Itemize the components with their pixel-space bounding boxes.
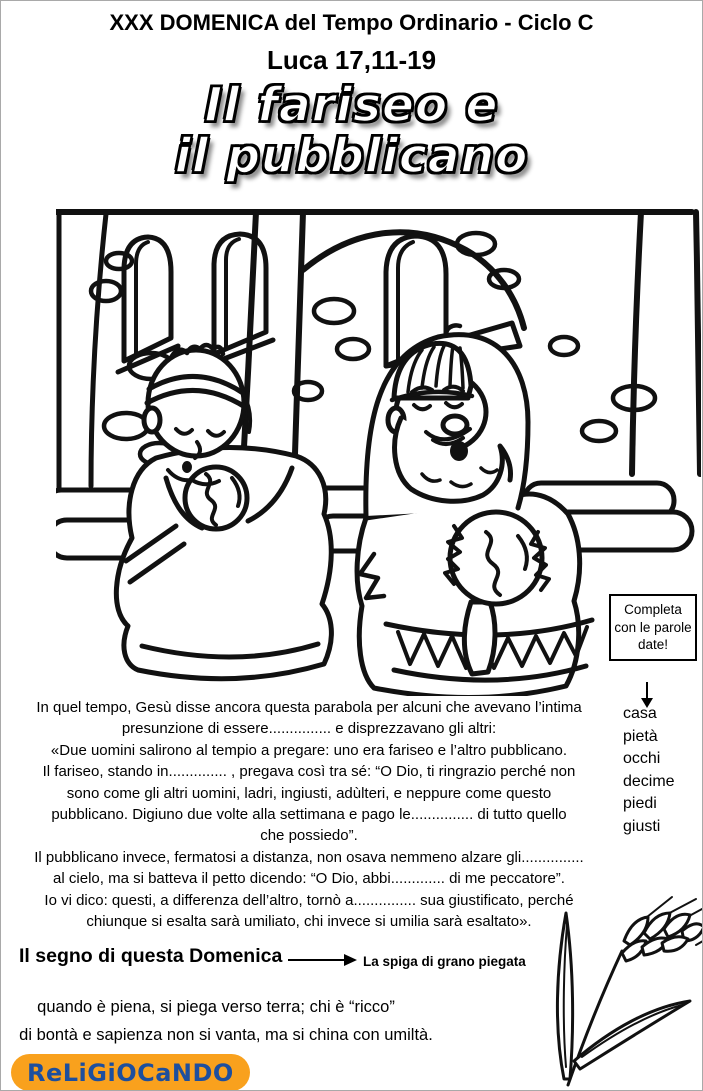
gospel-passage <box>7 697 611 932</box>
passage-line: pubblicano. Digiuno due volte alla settimana e pago le............... di tutto quello <box>51 806 567 824</box>
wordart-title-line1: Il fariseo e <box>204 78 499 133</box>
passage-line: In quel tempo, Gesù disse ancora questa parabola per alcuni che avevano l’intima <box>36 699 582 716</box>
passage-line: Il fariseo, stando in.............. , pregava così tra sé: “O Dio, ti ringrazio perché non <box>42 763 576 781</box>
word-item: pietà <box>623 727 658 745</box>
passage-line: chiunque si esalta sarà umiliato, chi invece si umilia sarà esaltato». <box>86 913 532 931</box>
word-item: casa <box>623 705 657 722</box>
logo-text: ReLiGiOCaNDO <box>27 1058 234 1087</box>
word-list <box>623 703 675 838</box>
word-item: piedi <box>623 795 657 812</box>
temple-scene-illustration <box>56 206 701 696</box>
sign-caption-line2: di bontà e sapienza non si vanta, ma si china con umiltà. <box>19 1026 433 1044</box>
passage-line: sono come gli altri uomini, ladri, ingiusti, adùlteri, e neppure come questo <box>66 784 552 802</box>
page-title: XXX DOMENICA del Tempo Ordinario - Ciclo C <box>109 10 594 35</box>
religiocando-logo <box>11 1054 250 1091</box>
word-item: giusti <box>623 817 661 835</box>
sign-caption-line1: quando è piena, si piega verso terra; chi è “ricco” <box>37 998 395 1016</box>
completa-instruction: Completa con le parole date! <box>614 602 692 652</box>
right-arrow-icon <box>288 953 358 967</box>
passage-line: che possiedo”. <box>260 827 358 845</box>
completa-box <box>609 594 697 661</box>
sign-value: La spiga di grano piegata <box>363 954 526 969</box>
wheat-illustration <box>526 889 703 1089</box>
passage-line: Io vi dico: questi, a differenza dell’altro, tornò a............... sua giustificato, perché <box>44 891 574 909</box>
passage-line: «Due uomini salirono al tempio a pregare: uno era fariseo e l’altro pubblicano. <box>50 741 568 759</box>
passage-line: Il pubblicano invece, fermatosi a distanza, non osava nemmeno alzare gli............... <box>34 848 584 866</box>
passage-line: presunzione di essere............... e disprezzavano gli altri: <box>121 720 497 738</box>
word-item: occhi <box>623 750 661 767</box>
sign-label: Il segno di questa Domenica <box>19 945 283 967</box>
scripture-reference: Luca 17,11-19 <box>266 45 437 75</box>
wordart-title-line2: il pubblicano <box>174 129 529 184</box>
word-item: decime <box>623 772 675 790</box>
passage-line: al cielo, ma si batteva il petto dicendo: “O Dio, abbi............. di me peccatore”. <box>53 870 565 888</box>
